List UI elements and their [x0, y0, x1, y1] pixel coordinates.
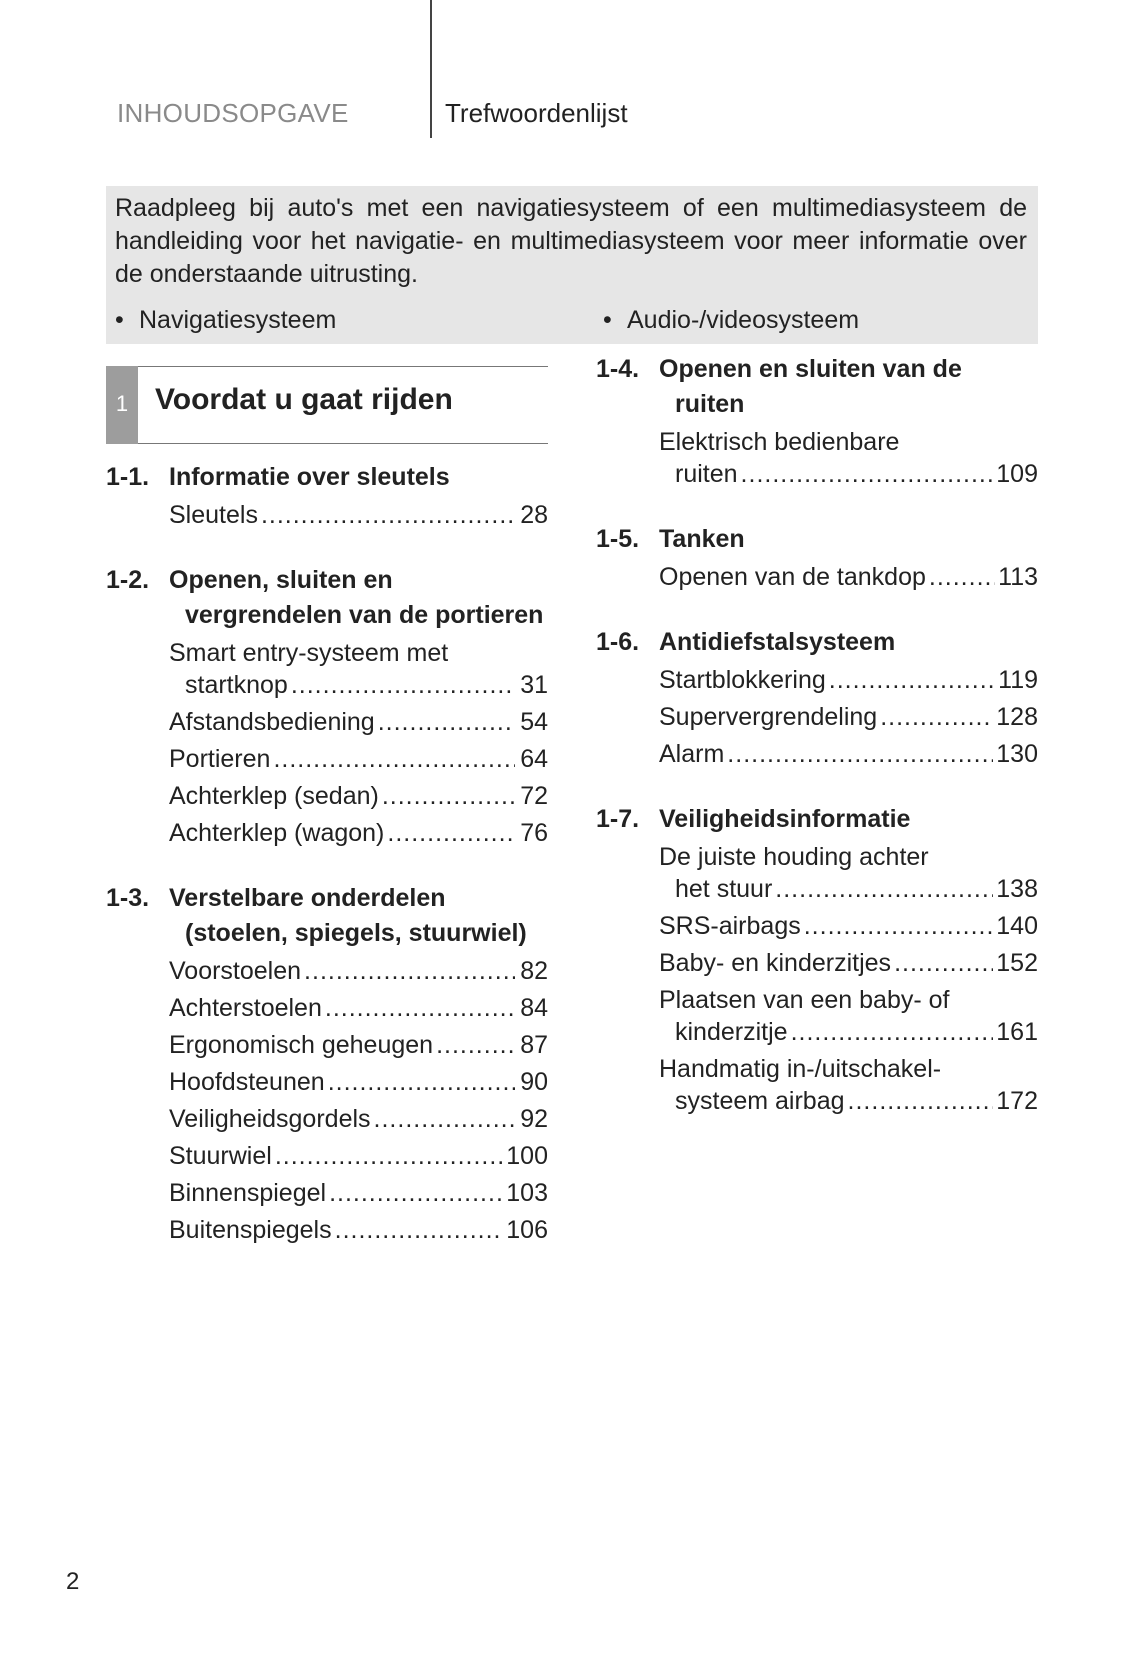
toc-section-1-4 [596, 352, 1038, 490]
page-ref: 76 [520, 819, 548, 847]
page-ref: 103 [506, 1179, 548, 1207]
section-title: Antidiefstalsysteem [659, 628, 896, 656]
toc-entry[interactable]: Achterstoelen ..... 84 [169, 992, 548, 1024]
page-ref: 106 [506, 1216, 548, 1244]
toc-column-left [106, 460, 548, 1278]
toc-entry[interactable]: Sleutels ..... 28 [169, 499, 548, 531]
section-title: Informatie over sleutels [169, 463, 450, 491]
page-ref: 54 [520, 708, 548, 736]
page-ref: 138 [996, 875, 1038, 903]
section-number: 1-1. [106, 463, 150, 491]
toc-entry[interactable]: Buitenspiegels ..... 106 [169, 1214, 548, 1246]
toc-entry[interactable]: Smart entry-systeem met startknop ..... 31 [169, 637, 548, 701]
toc-entry[interactable]: Openen van de tankdop ..... 113 [659, 561, 1038, 593]
page-number: 2 [66, 1568, 80, 1595]
toc-entry[interactable]: SRS-airbags ..... 140 [659, 910, 1038, 942]
toc-entry[interactable]: Startblokkering ..... 119 [659, 664, 1038, 696]
toc-entry[interactable]: Handmatig in-/uitschakel- systeem airbag ..... 172 [659, 1053, 1038, 1117]
page-ref: 130 [996, 740, 1038, 768]
toc-section-1-6 [596, 625, 1038, 770]
page-ref: 64 [520, 745, 548, 773]
section-number: 1-7. [596, 805, 640, 833]
page-ref: 113 [998, 563, 1038, 591]
page-ref: 109 [996, 460, 1038, 488]
note-bullet-audio-video: • Audio-/videosysteem [603, 306, 860, 334]
chapter-number-tab: 1 [106, 366, 138, 444]
toc-entry[interactable]: Achterklep (sedan) ..... 72 [169, 780, 548, 812]
toc-entry[interactable]: De juiste houding achter het stuur ..... 138 [659, 841, 1038, 905]
chapter-heading [106, 366, 548, 444]
header-toc-label: INHOUDSOPGAVE [117, 98, 349, 128]
note-bullet-navigation: • Navigatiesysteem [115, 306, 337, 334]
toc-entry[interactable]: Plaatsen van een baby- of kinderzitje ..... 161 [659, 984, 1038, 1048]
page-ref: 161 [996, 1018, 1038, 1046]
toc-entry[interactable]: Binnenspiegel ..... 103 [169, 1177, 548, 1209]
page-ref: 172 [996, 1087, 1038, 1115]
page-ref: 90 [520, 1068, 548, 1096]
toc-section-1-7 [596, 802, 1038, 1117]
page-ref: 84 [520, 994, 548, 1022]
toc-section-1-1 [106, 460, 548, 531]
page-ref: 72 [520, 782, 548, 810]
section-title: Openen en sluiten van de ruiten [659, 355, 962, 418]
toc-entry[interactable]: Baby- en kinderzitjes ..... 152 [659, 947, 1038, 979]
section-title: Veiligheidsinformatie [659, 805, 911, 833]
section-title: Openen, sluiten en vergrendelen van de portieren [169, 566, 544, 629]
section-title: Tanken [659, 525, 745, 553]
section-number: 1-5. [596, 525, 640, 553]
page-ref: 140 [996, 912, 1038, 940]
page-ref: 87 [520, 1031, 548, 1059]
info-note-text: Raadpleeg bij auto's met een navigatiesysteem of een multimediasysteem de handleiding voor het navigatie- en multimediasysteem voor meer informatie over de onderstaande uitrusting. [115, 194, 1027, 288]
toc-entry[interactable]: Alarm ..... 130 [659, 738, 1038, 770]
toc-section-1-3 [106, 881, 548, 1246]
toc-entry[interactable]: Veiligheidsgordels ..... 92 [169, 1103, 548, 1135]
toc-entry[interactable]: Voorstoelen ..... 82 [169, 955, 548, 987]
info-note-box [106, 186, 1038, 344]
section-number: 1-6. [596, 628, 640, 656]
toc-entry[interactable]: Afstandsbediening ..... 54 [169, 706, 548, 738]
chapter-title: Voordat u gaat rijden [155, 383, 453, 416]
toc-section-1-5 [596, 522, 1038, 593]
page-ref: 100 [506, 1142, 548, 1170]
section-number: 1-4. [596, 355, 640, 383]
section-number: 1-3. [106, 884, 150, 912]
toc-entry[interactable]: Achterklep (wagon) ..... 76 [169, 817, 548, 849]
page-ref: 128 [996, 703, 1038, 731]
page-ref: 31 [520, 671, 548, 699]
section-title: Verstelbare onderdelen (stoelen, spiegels, stuurwiel) [169, 884, 527, 947]
header-divider [430, 0, 432, 138]
toc-entry[interactable]: Hoofdsteunen ..... 90 [169, 1066, 548, 1098]
toc-entry[interactable]: Supervergrendeling ..... 128 [659, 701, 1038, 733]
page-ref: 152 [996, 949, 1038, 977]
toc-entry[interactable]: Elektrisch bedienbare ruiten ..... 109 [659, 426, 1038, 490]
toc-column-right [596, 352, 1038, 1149]
page-ref: 119 [998, 666, 1038, 694]
toc-entry[interactable]: Stuurwiel ..... 100 [169, 1140, 548, 1172]
toc-entry[interactable]: Ergonomisch geheugen ..... 87 [169, 1029, 548, 1061]
page-ref: 92 [520, 1105, 548, 1133]
page-ref: 28 [520, 501, 548, 529]
section-number: 1-2. [106, 566, 150, 594]
toc-section-1-2 [106, 563, 548, 849]
page-ref: 82 [520, 957, 548, 985]
header-index-label: Trefwoordenlijst [445, 98, 628, 128]
toc-entry[interactable]: Portieren ..... 64 [169, 743, 548, 775]
